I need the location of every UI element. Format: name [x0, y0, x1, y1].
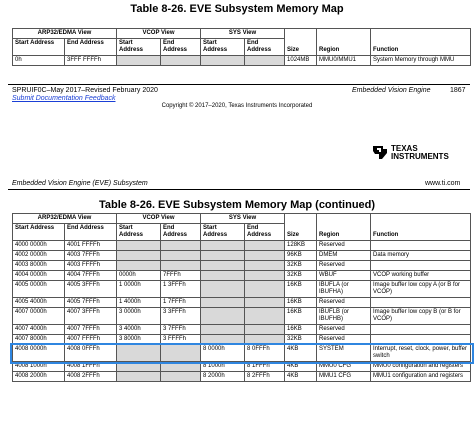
table-cell: DMEM — [317, 251, 371, 261]
table-row[interactable] — [13, 251, 471, 261]
main-table-title: Table 8-26. EVE Subsystem Memory Map (continued) — [98, 199, 376, 211]
table-row[interactable] — [13, 261, 471, 271]
group-header: ARP32/EDMA View — [13, 214, 117, 224]
table-cell: 16KB — [285, 298, 317, 308]
logo-text-line1: TEXAS — [391, 144, 418, 153]
doc-id: SPRUIF0C–May 2017–Revised February 2020 — [12, 87, 158, 94]
table-cell — [117, 261, 161, 271]
table-cell: 4005 0000h — [13, 281, 65, 298]
column-header: End Address — [65, 224, 117, 241]
table-cell: 16KB — [285, 281, 317, 298]
table-row[interactable] — [13, 372, 471, 382]
table-cell — [201, 241, 245, 251]
table-cell: 4002 0000h — [13, 251, 65, 261]
table-cell: 3FFF FFFFh — [65, 56, 117, 66]
ti-logo — [371, 143, 389, 166]
table-cell: MMU0 configuration and registers — [371, 362, 471, 372]
table-cell: 8 0000h — [201, 345, 245, 362]
table-cell: 4004 0000h — [13, 271, 65, 281]
table-cell: 8 1FFFh — [245, 362, 285, 372]
column-header: End Address — [245, 224, 285, 241]
table-cell: 8 2FFFh — [245, 372, 285, 382]
column-header: Size — [285, 214, 317, 241]
top-table-title: Table 8-26. EVE Subsystem Memory Map — [130, 3, 344, 15]
group-header: VCOP View — [117, 29, 201, 39]
table-row[interactable] — [13, 56, 471, 66]
table-cell: 7FFFh — [161, 271, 201, 281]
table-cell: Data memory — [371, 251, 471, 261]
table-cell: 4008 0FFFh — [65, 345, 117, 362]
table-cell — [371, 241, 471, 251]
table-cell — [161, 372, 201, 382]
table-cell — [161, 261, 201, 271]
table-cell: 1 0000h — [117, 281, 161, 298]
table-cell: MMU0 CFG — [317, 362, 371, 372]
table-cell: 4KB — [285, 345, 317, 362]
table-cell: 4003 FFFFh — [65, 261, 117, 271]
table-cell — [245, 261, 285, 271]
page-gap — [0, 113, 474, 133]
site-url[interactable]: www.ti.com — [425, 180, 461, 187]
table-cell: Image buffer low copy A (or B for VCOP) — [371, 281, 471, 298]
table-cell — [245, 308, 285, 325]
table-cell: 4008 0000h — [13, 345, 65, 362]
table-cell: 32KB — [285, 335, 317, 345]
table-cell: Image buffer low copy B (or B for VCOP) — [371, 308, 471, 325]
table-cell — [117, 56, 161, 66]
table-cell — [371, 298, 471, 308]
table-row[interactable] — [13, 298, 471, 308]
column-header: Start Address — [13, 39, 65, 56]
table-cell: WBUF — [317, 271, 371, 281]
table-cell: SYSTEM — [317, 345, 371, 362]
column-header: Region — [317, 214, 371, 241]
table-cell — [245, 251, 285, 261]
table-cell: 4004 7FFFh — [65, 271, 117, 281]
table-cell — [245, 56, 285, 66]
column-header: Function — [371, 214, 471, 241]
feedback-link[interactable]: Submit Documentation Feedback — [12, 95, 116, 102]
table-cell: 16KB — [285, 308, 317, 325]
table-cell: Reserved — [317, 335, 371, 345]
table-cell — [371, 261, 471, 271]
table-cell: 0000h — [117, 271, 161, 281]
table-cell: System Memory through MMU — [371, 56, 471, 66]
table-row[interactable] — [13, 241, 471, 251]
table-cell — [201, 261, 245, 271]
column-header: Start Address — [201, 39, 245, 56]
group-header: VCOP View — [117, 214, 201, 224]
table-cell — [201, 56, 245, 66]
table-cell: Reserved — [317, 298, 371, 308]
table-cell: IBUFLB (or IBUFHB) — [317, 308, 371, 325]
footer-rule — [8, 84, 470, 85]
table-cell: MMU1 configuration and registers — [371, 372, 471, 382]
table-cell: 4003 7FFFh — [65, 251, 117, 261]
table-cell: IBUFLA (or IBUFHA) — [317, 281, 371, 298]
column-header: End Address — [245, 39, 285, 56]
table-cell — [201, 308, 245, 325]
chapter-title: Embedded Vision Engine (EVE) Subsystem — [12, 180, 148, 187]
column-header: Region — [317, 29, 371, 56]
table-cell: 4007 FFFFh — [65, 335, 117, 345]
column-header: End Address — [161, 39, 201, 56]
column-header: Start Address — [117, 224, 161, 241]
table-cell: 4007 8000h — [13, 335, 65, 345]
table-cell: 4007 7FFFh — [65, 325, 117, 335]
group-header: SYS View — [201, 214, 285, 224]
table-cell: MMU1 CFG — [317, 372, 371, 382]
table-cell — [245, 298, 285, 308]
table-cell: 8 0FFFh — [245, 345, 285, 362]
table-cell: 96KB — [285, 251, 317, 261]
table-cell: 128KB — [285, 241, 317, 251]
table-cell: 1024MB — [285, 56, 317, 66]
table-cell: 4008 2000h — [13, 372, 65, 382]
table-cell: 0h — [13, 56, 65, 66]
table-cell: 4008 1000h — [13, 362, 65, 372]
table-cell — [117, 241, 161, 251]
table-cell — [201, 281, 245, 298]
table-cell — [161, 251, 201, 261]
logo-text-line2: INSTRUMENTS — [391, 152, 449, 161]
table-cell — [117, 251, 161, 261]
table-cell — [371, 325, 471, 335]
copyright: Copyright © 2017–2020, Texas Instruments Incorporated — [161, 103, 313, 109]
table-cell — [201, 251, 245, 261]
table-cell — [201, 271, 245, 281]
table-cell — [245, 325, 285, 335]
table-cell: 4KB — [285, 372, 317, 382]
column-header: Function — [371, 29, 471, 56]
table-cell: 4000 0000h — [13, 241, 65, 251]
column-header: Start Address — [117, 39, 161, 56]
table-cell — [161, 241, 201, 251]
table-cell — [245, 271, 285, 281]
ti-logo-icon — [371, 143, 389, 161]
column-header: Start Address — [201, 224, 245, 241]
table-cell: 3 3FFFh — [161, 308, 201, 325]
table-cell: 4007 0000h — [13, 308, 65, 325]
table-cell: 4005 7FFFh — [65, 298, 117, 308]
column-header: End Address — [161, 224, 201, 241]
table-group-header-row — [13, 29, 471, 39]
column-header: Size — [285, 29, 317, 56]
table-cell — [161, 56, 201, 66]
table-cell: Interrupt, reset, clock, power, buffer switch — [371, 345, 471, 362]
footer-section: Embedded Vision Engine — [352, 87, 431, 94]
table-cell: 32KB — [285, 271, 317, 281]
table-cell: VCOP working buffer — [371, 271, 471, 281]
column-header: Start Address — [13, 224, 65, 241]
table-cell: MMU0/MMU1 — [317, 56, 371, 66]
selected-row-highlight — [10, 343, 474, 364]
table-row[interactable] — [13, 308, 471, 325]
table-cell: 3 7FFFh — [161, 325, 201, 335]
table-cell: 1 4000h — [117, 298, 161, 308]
table-cell — [201, 325, 245, 335]
table-cell: Reserved — [317, 261, 371, 271]
table-cell: 3 FFFFh — [161, 335, 201, 345]
table-cell: 1 7FFFh — [161, 298, 201, 308]
table-cell — [117, 372, 161, 382]
table-row[interactable] — [13, 325, 471, 335]
table-group-header-row — [13, 214, 471, 224]
table-cell: 4KB — [285, 362, 317, 372]
table-row[interactable] — [13, 271, 471, 281]
table-cell — [201, 298, 245, 308]
table-cell: 4007 3FFFh — [65, 308, 117, 325]
table-cell: Reserved — [317, 241, 371, 251]
table-row[interactable] — [13, 281, 471, 298]
group-header: ARP32/EDMA View — [13, 29, 117, 39]
table-cell: 4008 1FFFh — [65, 362, 117, 372]
page-number: 1867 — [450, 87, 466, 94]
table-cell — [245, 241, 285, 251]
table-cell: 4005 4000h — [13, 298, 65, 308]
table-cell: Reserved — [317, 325, 371, 335]
table-cell: 4003 8000h — [13, 261, 65, 271]
table-cell: 4008 2FFFh — [65, 372, 117, 382]
table-cell: 4005 3FFFh — [65, 281, 117, 298]
table-cell: 4001 FFFFh — [65, 241, 117, 251]
table-cell: 8 2000h — [201, 372, 245, 382]
table-cell: 3 0000h — [117, 308, 161, 325]
table-cell: 4007 4000h — [13, 325, 65, 335]
header-rule — [8, 189, 470, 190]
top-memory-map-table — [12, 28, 471, 66]
table-cell: 3 8000h — [117, 335, 161, 345]
table-cell: 3 4000h — [117, 325, 161, 335]
group-header: SYS View — [201, 29, 285, 39]
table-cell — [245, 281, 285, 298]
column-header: End Address — [65, 39, 117, 56]
table-cell: 32KB — [285, 261, 317, 271]
table-cell: 8 1000h — [201, 362, 245, 372]
table-cell: 1 3FFFh — [161, 281, 201, 298]
table-cell: 16KB — [285, 325, 317, 335]
